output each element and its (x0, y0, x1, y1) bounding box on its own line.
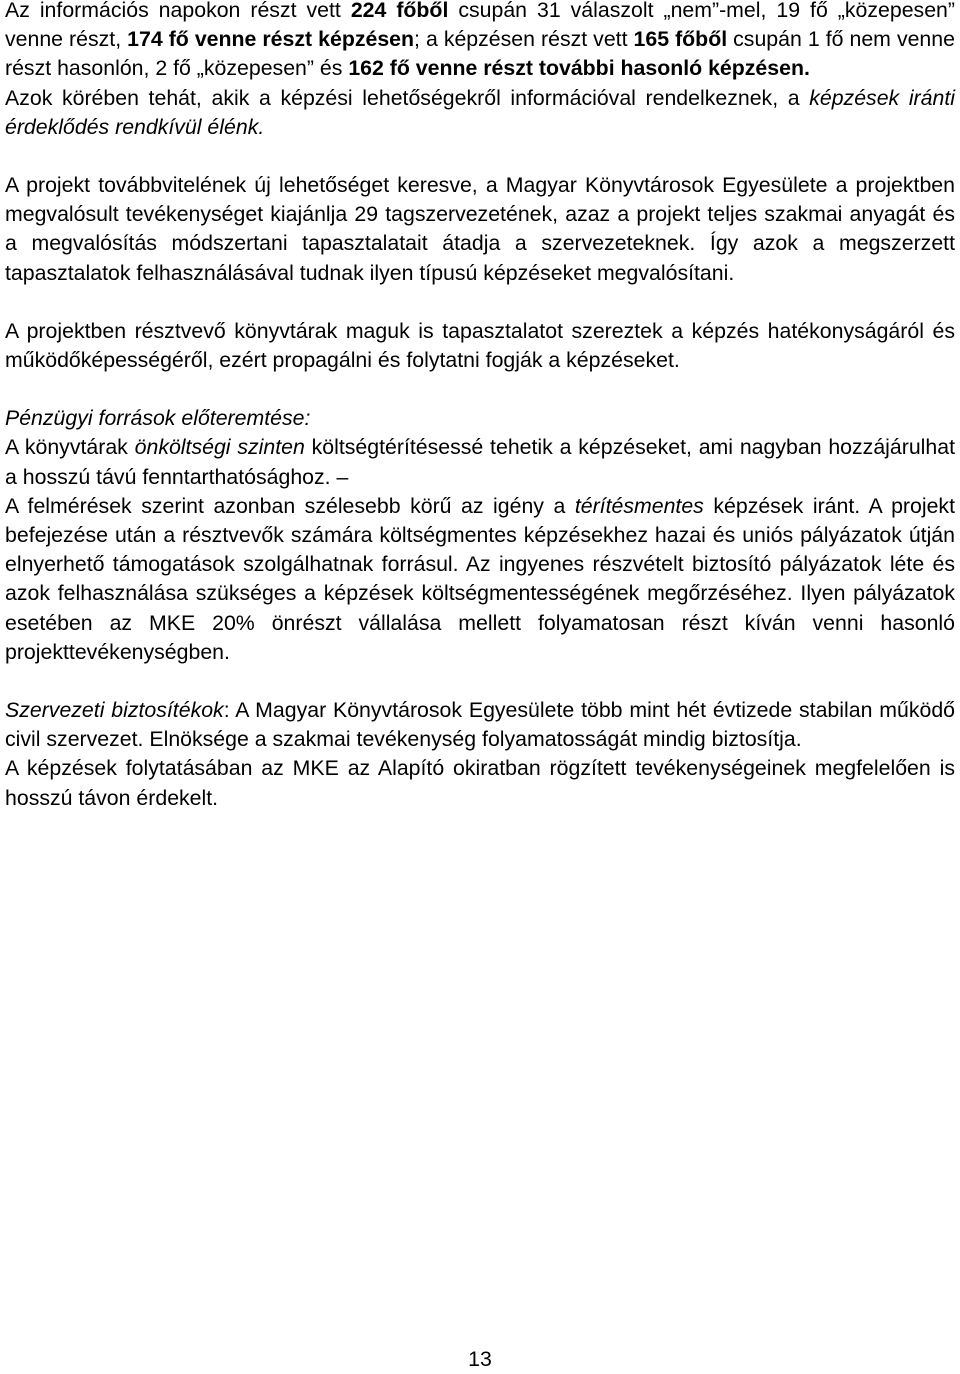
paragraph-gap (5, 288, 955, 317)
libraries-experience-paragraph: A projektben résztvevő könyvtárak maguk is tapasztalatot szereztek a képzés hatékonyságáról és működőképességéről, ezért propagálni és folytatni fogják a képzéseket. (5, 318, 955, 373)
page-number: 13 (468, 1347, 492, 1371)
text-run: csupán 31 válaszolt „nem”-mel, 19 fő „közepesen” venne részt, (5, 0, 955, 52)
text-run: A felmérések szerint azonban szélesebb körű az igény a (5, 493, 575, 518)
text-run: Azok körében tehát, akik a képzési lehetőségekről információval rendelkeznek, a (5, 85, 810, 110)
section-heading: Szervezeti biztosítékok (5, 698, 224, 723)
text-run: költségtérítésessé tehetik a képzéseket, ami nagyban hozzájárulhat a hosszú távú fenntarthatósághoz. – (5, 435, 956, 489)
text-run: A könyvtárak (5, 435, 135, 460)
text-run: képzések iránt. A projekt befejezése után a résztvevők számára költségmentes képzésekhez hazai és uniós pályázatok útján elnyerhető támogatások szolgálhatnak forrásul. Az ingyenes részvételt biztosító pályázatok léte és azok felhasználása szükséges a képzések költségmentességének megőrzéséhez. Ilyen pályázatok esetében az MKE 20% önrészt vállalása mellett folyamatosan részt kíván venni hasonló projekttevékenységben. (5, 493, 955, 664)
survey-results-paragraph (5, 0, 955, 142)
document-page (5, 0, 955, 813)
bold-run: 165 főből (633, 27, 728, 52)
text-run: csupán 1 fő nem venne részt hasonlón, 2 fő „közepesen” és (5, 27, 955, 81)
bold-run: 224 főből (350, 0, 449, 22)
paragraph-gap (5, 375, 955, 404)
bold-run: 174 fő venne részt képzésen (127, 27, 415, 52)
paragraph-gap (5, 667, 955, 696)
italic-run: önköltségi szinten (134, 435, 305, 460)
paragraph-gap (5, 142, 955, 171)
text-run: Az információs napokon részt vett (5, 0, 351, 22)
text-run: ; a képzésen részt vett (414, 27, 634, 52)
organizational-guarantees-paragraph (5, 696, 955, 813)
project-continuation-paragraph: A projekt továbbvitelének új lehetőséget keresve, a Magyar Könyvtárosok Egyesülete a projektben megvalósult tevékenységet kiajánlja 29 tagszervezetének, azaz a projekt teljes szakmai anyagát és a megvalósítás módszertani tapasztalatait átadja a szervezeteknek. Így azok a megszerzett tapasztalatok felhasználásával tudnak ilyen típusú képzéseket megvalósítani. (5, 173, 955, 285)
financial-resources-paragraph (5, 404, 955, 667)
text-run: : A Magyar Könyvtárosok Egyesülete több mint hét évtizede stabilan működő civil szervezet. Elnöksége a szakmai tevékenység folyamatosságát mindig biztosítja. (5, 698, 956, 752)
text-run: A képzések folytatásában az MKE az Alapító okiratban rögzített tevékenységeinek megfelelően is hosszú távon érdekelt. (5, 756, 955, 810)
bold-run: 162 fő venne részt további hasonló képzésen. (348, 56, 810, 81)
section-heading: Pénzügyi források előteremtése: (5, 406, 311, 431)
italic-run: képzések iránti érdeklődés rendkívül élénk. (5, 85, 955, 139)
italic-run: térítésmentes (574, 493, 704, 518)
